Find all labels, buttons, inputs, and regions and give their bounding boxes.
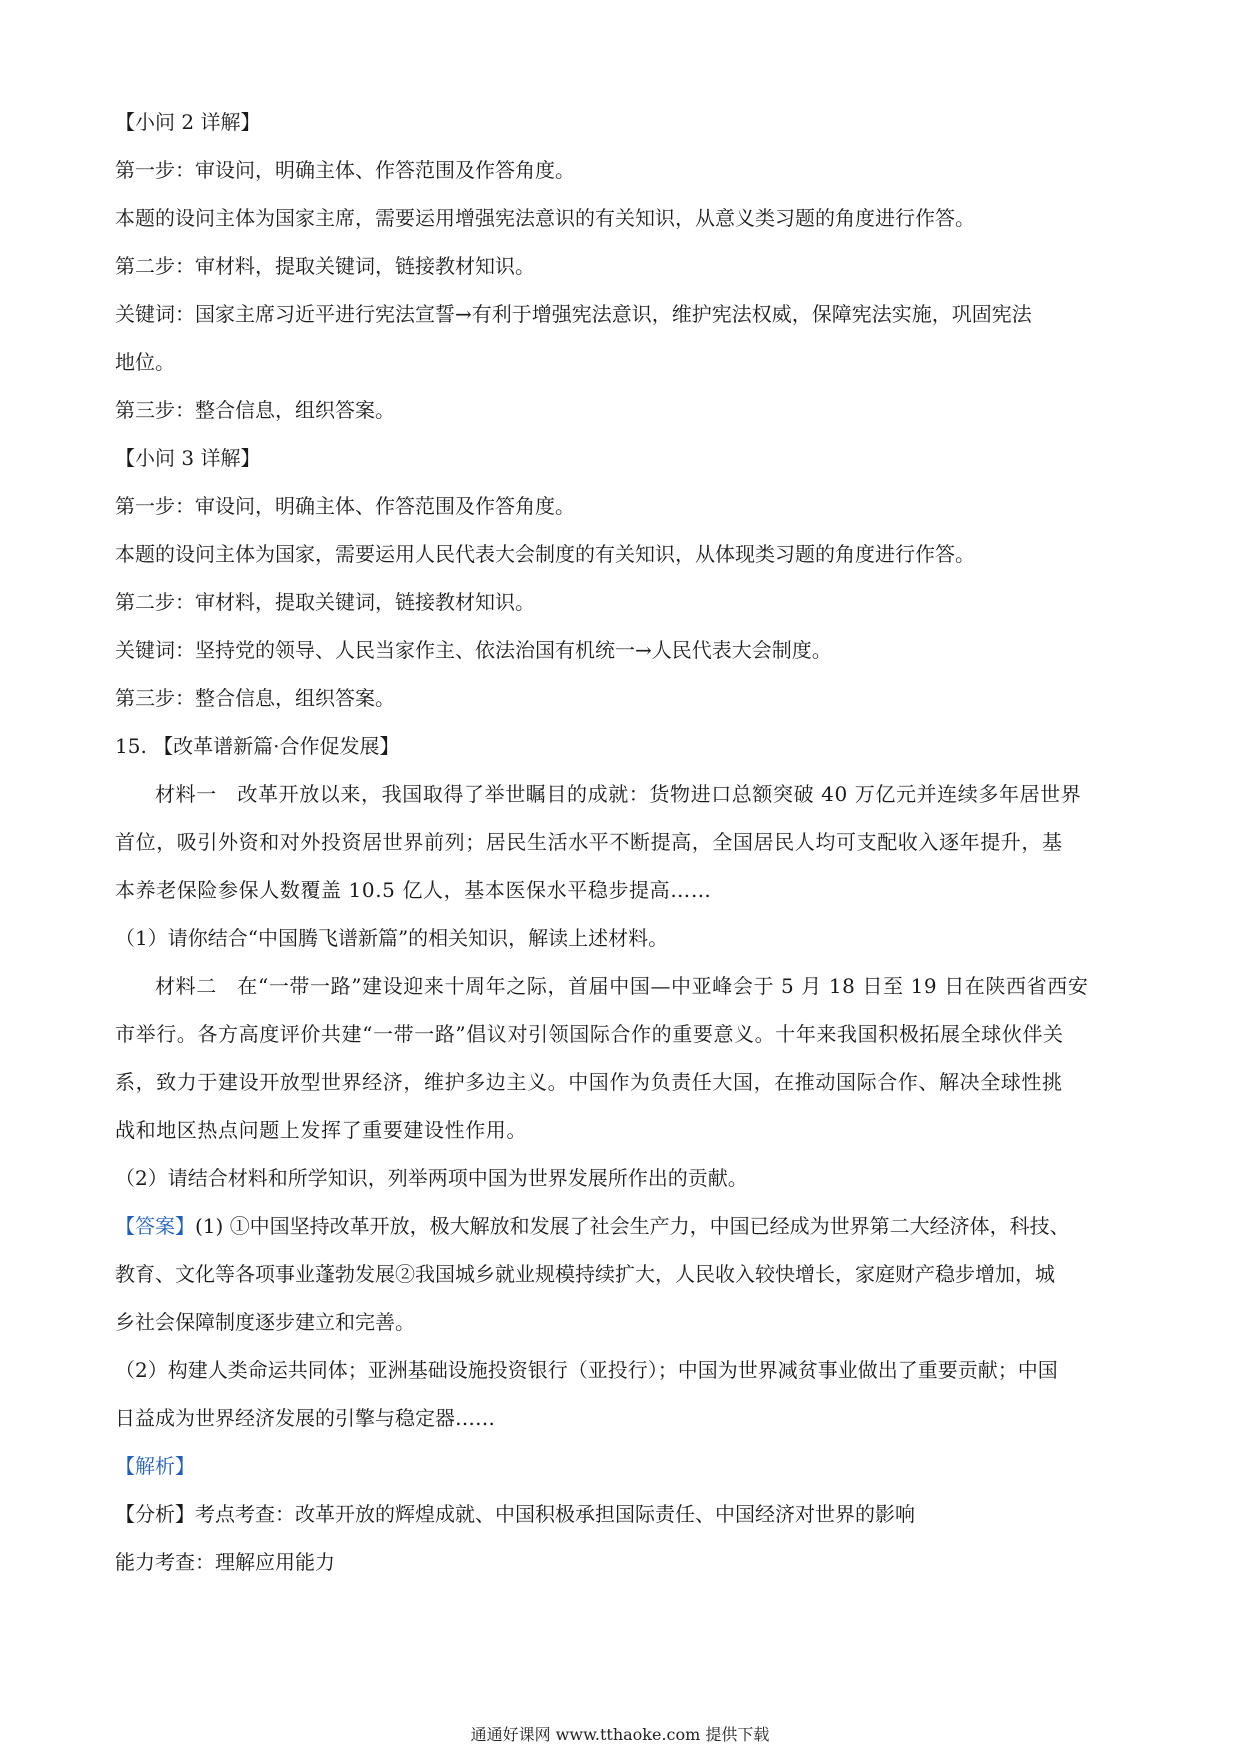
q15-sub1: （1）请你结合“中国腾飞谱新篇”的相关知识，解读上述材料。 <box>115 926 669 950</box>
q3-step2: 第二步：审材料，提取关键词，链接教材知识。 <box>115 590 535 614</box>
q2-step1: 第一步：审设问，明确主体、作答范围及作答角度。 <box>115 158 575 182</box>
q2-subject: 本题的设问主体为国家主席，需要运用增强宪法意识的有关知识，从意义类习题的角度进行作答。 <box>115 206 975 230</box>
q2-keywords-line1: 关键词：国家主席习近平进行宪法宣誓→有利于增强宪法意识，维护宪法权威，保障宪法实施，巩固宪法 <box>115 302 1032 326</box>
q3-subject: 本题的设问主体为国家，需要运用人民代表大会制度的有关知识，从体现类习题的角度进行作答。 <box>115 542 975 566</box>
q15-material2-line1: 材料二 在“一带一路”建设迎来十周年之际，首届中国—中亚峰会于 5 月 18 日至 19 日在陕西省西安 <box>155 974 1089 998</box>
q3-step3: 第三步：整合信息，组织答案。 <box>115 686 395 710</box>
answer-a1-line1: (1) ①中国坚持改革开放，极大解放和发展了社会生产力，中国已经成为世界第二大经济体，科技、 <box>195 1214 1070 1238</box>
q15-material2-line4: 战和地区热点问题上发挥了重要建设性作用。 <box>115 1118 527 1142</box>
answer-a1-line3: 乡社会保障制度逐步建立和完善。 <box>115 1310 415 1334</box>
q3-heading: 【小问 3 详解】 <box>115 446 261 470</box>
q15-material2-line3: 系，致力于建设开放型世界经济，维护多边主义。中国作为负责任大国，在推动国际合作、解决全球性挑 <box>115 1070 1063 1094</box>
q15-material2-line2: 市举行。各方高度评价共建“一带一路”倡议对引领国际合作的重要意义。十年来我国积极拓展全球伙伴关 <box>115 1022 1064 1046</box>
page-footer: 通通好课网 www.tthaoke.com 提供下载 <box>470 1725 770 1744</box>
q3-step1: 第一步：审设问，明确主体、作答范围及作答角度。 <box>115 494 575 518</box>
q15-sub2: （2）请结合材料和所学知识，列举两项中国为世界发展所作出的贡献。 <box>115 1166 748 1190</box>
q2-step2: 第二步：审材料，提取关键词，链接教材知识。 <box>115 254 535 278</box>
q15-material1-line2: 首位，吸引外资和对外投资居世界前列；居民生活水平不断提高，全国居民人均可支配收入逐年提升，基 <box>115 830 1063 854</box>
q15-material1-line1: 材料一 改革开放以来，我国取得了举世瞩目的成就：货物进口总额突破 40 万亿元并连续多年居世界 <box>155 782 1082 806</box>
q3-keywords: 关键词：坚持党的领导、人民当家作主、依法治国有机统一→人民代表大会制度。 <box>115 638 832 662</box>
analysis-fenxi: 【分析】考点考查：改革开放的辉煌成就、中国积极承担国际责任、中国经济对世界的影响 <box>115 1502 915 1526</box>
q2-step3: 第三步：整合信息，组织答案。 <box>115 398 395 422</box>
document-body <box>115 98 1125 1586</box>
q2-heading: 【小问 2 详解】 <box>115 110 261 134</box>
q15-title: 15. 【改革谱新篇·合作促发展】 <box>115 734 400 758</box>
q2-keywords-line2: 地位。 <box>115 350 175 374</box>
analysis-tag: 【解析】 <box>115 1454 195 1478</box>
answer-a2-line1: （2）构建人类命运共同体；亚洲基础设施投资银行（亚投行）；中国为世界减贫事业做出了重要贡献；中国 <box>115 1358 1058 1382</box>
answer-a2-line2: 日益成为世界经济发展的引擎与稳定器…… <box>115 1406 495 1430</box>
analysis-ability: 能力考查：理解应用能力 <box>115 1550 335 1574</box>
q15-material1-line3: 本养老保险参保人数覆盖 10.5 亿人，基本医保水平稳步提高…… <box>115 878 712 902</box>
answer-line1 <box>115 1202 1125 1250</box>
answer-a1-line2: 教育、文化等各项事业蓬勃发展②我国城乡就业规模持续扩大，人民收入较快增长，家庭财产稳步增加，城 <box>115 1262 1055 1286</box>
answer-tag: 【答案】 <box>115 1214 195 1238</box>
